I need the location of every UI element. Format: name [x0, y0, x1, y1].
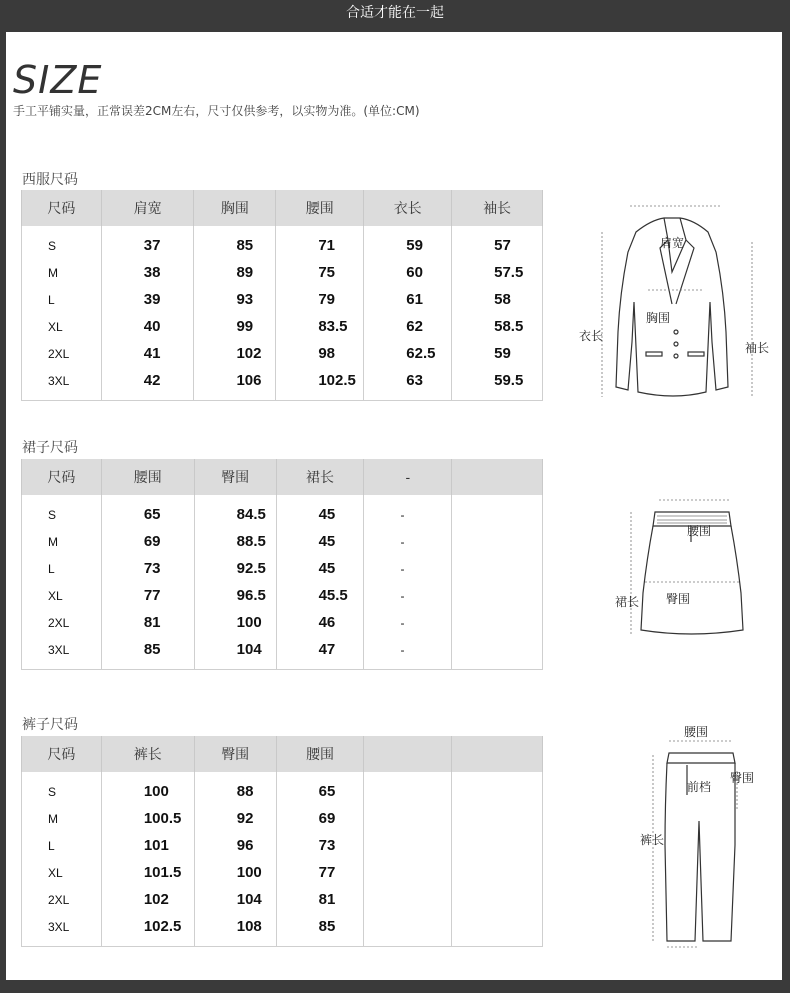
size-heading: SIZE	[13, 58, 103, 102]
skirt-section-title: 裙子尺码	[22, 440, 78, 456]
spacer-cell	[452, 663, 543, 670]
value-cell: 42	[101, 367, 194, 394]
spacer-row	[22, 940, 543, 947]
spacer-cell	[364, 940, 452, 947]
value-cell: 47	[276, 636, 364, 663]
size-cell: L	[22, 555, 102, 582]
column-header: 臀围	[194, 736, 276, 772]
waist-label: 腰围	[684, 725, 709, 739]
table-row	[22, 555, 543, 582]
skirt-size-table	[21, 459, 543, 670]
value-cell: 59	[364, 232, 452, 259]
value-cell: 61	[364, 286, 452, 313]
value-cell	[452, 582, 543, 609]
suit-section-title: 西服尺码	[22, 172, 78, 188]
value-cell: -	[364, 636, 452, 663]
column-header	[452, 736, 543, 772]
size-cell: S	[22, 778, 102, 805]
rise-label: 前档	[687, 780, 712, 794]
suit-diagram	[576, 192, 776, 407]
value-cell: 108	[194, 913, 276, 940]
size-cell: 2XL	[22, 340, 102, 367]
column-header: 尺码	[22, 736, 102, 772]
value-cell: 102	[101, 886, 194, 913]
value-cell	[452, 555, 543, 582]
table-row	[22, 913, 543, 940]
value-cell: 45	[276, 555, 364, 582]
value-cell: 79	[276, 286, 364, 313]
column-header: 尺码	[22, 190, 102, 226]
length-label: 衣长	[579, 329, 604, 343]
value-cell: 75	[276, 259, 364, 286]
value-cell	[364, 859, 452, 886]
value-cell: 73	[101, 555, 194, 582]
spacer-cell	[276, 663, 364, 670]
value-cell: 98	[276, 340, 364, 367]
spacer-cell	[364, 663, 452, 670]
spacer-cell	[101, 394, 194, 401]
value-cell: 71	[276, 232, 364, 259]
skirt-diagram	[611, 488, 761, 643]
value-cell	[364, 913, 452, 940]
size-cell: M	[22, 528, 102, 555]
value-cell: 81	[276, 886, 364, 913]
value-cell: 99	[194, 313, 276, 340]
column-header: 裙长	[276, 459, 364, 495]
value-cell: 100	[194, 609, 276, 636]
value-cell: 102	[194, 340, 276, 367]
pants-size-table	[21, 736, 543, 947]
value-cell: 59.5	[452, 367, 543, 394]
size-cell: 3XL	[22, 913, 102, 940]
size-cell: L	[22, 832, 102, 859]
value-cell	[364, 832, 452, 859]
top-banner: 合适才能在一起	[0, 0, 790, 26]
value-cell: 102.5	[101, 913, 194, 940]
table-row	[22, 805, 543, 832]
value-cell: 92	[194, 805, 276, 832]
value-cell: 85	[276, 913, 364, 940]
value-cell: 57	[452, 232, 543, 259]
value-cell	[364, 805, 452, 832]
column-header: 胸围	[194, 190, 276, 226]
value-cell: 73	[276, 832, 364, 859]
value-cell: 38	[101, 259, 194, 286]
table-row	[22, 340, 543, 367]
value-cell: 85	[101, 636, 194, 663]
value-cell: 92.5	[194, 555, 276, 582]
value-cell: 102.5	[276, 367, 364, 394]
value-cell	[364, 886, 452, 913]
value-cell: 59	[452, 340, 543, 367]
value-cell: 46	[276, 609, 364, 636]
value-cell	[452, 832, 543, 859]
measurement-note: 手工平铺实量，正常误差2CM左右，尺寸仅供参考，以实物为准。(单位:CM)	[13, 104, 420, 118]
hip-label: 臀围	[730, 771, 755, 785]
skirt-illustration	[611, 488, 761, 643]
value-cell: -	[364, 555, 452, 582]
column-header: -	[364, 459, 452, 495]
value-cell: 84.5	[194, 501, 276, 528]
value-cell: -	[364, 609, 452, 636]
size-cell: S	[22, 501, 102, 528]
table-row	[22, 859, 543, 886]
value-cell: 57.5	[452, 259, 543, 286]
value-cell: 93	[194, 286, 276, 313]
size-cell: 3XL	[22, 367, 102, 394]
value-cell: 101	[101, 832, 194, 859]
spacer-cell	[194, 940, 276, 947]
spacer-cell	[22, 394, 102, 401]
value-cell: 88	[194, 778, 276, 805]
value-cell	[452, 886, 543, 913]
value-cell: 45	[276, 528, 364, 555]
column-header: 肩宽	[101, 190, 194, 226]
value-cell: 106	[194, 367, 276, 394]
value-cell: 45.5	[276, 582, 364, 609]
value-cell: 100.5	[101, 805, 194, 832]
value-cell	[452, 528, 543, 555]
spacer-row	[22, 394, 543, 401]
spacer-cell	[194, 394, 276, 401]
size-cell: M	[22, 259, 102, 286]
table-header-row	[22, 190, 543, 226]
value-cell: 96.5	[194, 582, 276, 609]
value-cell: 77	[101, 582, 194, 609]
size-cell: 3XL	[22, 636, 102, 663]
value-cell	[452, 778, 543, 805]
size-cell: L	[22, 286, 102, 313]
table-row	[22, 832, 543, 859]
hip-label: 臀围	[666, 592, 691, 606]
value-cell: 37	[101, 232, 194, 259]
value-cell: 58.5	[452, 313, 543, 340]
value-cell	[452, 501, 543, 528]
table-row	[22, 582, 543, 609]
table-row	[22, 528, 543, 555]
value-cell	[452, 859, 543, 886]
value-cell: 39	[101, 286, 194, 313]
sleeve-label: 袖长	[745, 341, 770, 355]
table-row	[22, 501, 543, 528]
pants-section-title: 裤子尺码	[22, 717, 78, 733]
size-cell: 2XL	[22, 609, 102, 636]
table-row	[22, 886, 543, 913]
value-cell: 101.5	[101, 859, 194, 886]
size-cell: XL	[22, 313, 102, 340]
spacer-cell	[22, 940, 102, 947]
table-row	[22, 259, 543, 286]
table-header-row	[22, 736, 543, 772]
spacer-cell	[364, 394, 452, 401]
column-header	[452, 459, 543, 495]
value-cell: 96	[194, 832, 276, 859]
size-cell: 2XL	[22, 886, 102, 913]
value-cell: 100	[194, 859, 276, 886]
table-row	[22, 313, 543, 340]
value-cell: 69	[276, 805, 364, 832]
value-cell: 62	[364, 313, 452, 340]
table-row	[22, 367, 543, 394]
value-cell: -	[364, 582, 452, 609]
table-row	[22, 778, 543, 805]
column-header: 尺码	[22, 459, 102, 495]
spacer-cell	[101, 663, 194, 670]
jacket-illustration	[576, 192, 776, 407]
column-header: 腰围	[276, 736, 364, 772]
value-cell: -	[364, 528, 452, 555]
value-cell: 62.5	[364, 340, 452, 367]
value-cell: 45	[276, 501, 364, 528]
value-cell	[364, 778, 452, 805]
column-header	[364, 736, 452, 772]
table-row	[22, 232, 543, 259]
spacer-row	[22, 663, 543, 670]
pants-diagram	[631, 725, 771, 957]
size-cell: XL	[22, 582, 102, 609]
value-cell: 58	[452, 286, 543, 313]
table-header-row	[22, 459, 543, 495]
value-cell: -	[364, 501, 452, 528]
value-cell: 77	[276, 859, 364, 886]
value-cell	[452, 913, 543, 940]
value-cell: 104	[194, 636, 276, 663]
value-cell	[452, 609, 543, 636]
size-chart-panel	[6, 32, 782, 980]
column-header: 腰围	[101, 459, 194, 495]
column-header: 裤长	[101, 736, 194, 772]
value-cell: 100	[101, 778, 194, 805]
value-cell: 83.5	[276, 313, 364, 340]
value-cell: 40	[101, 313, 194, 340]
spacer-cell	[22, 663, 102, 670]
value-cell: 89	[194, 259, 276, 286]
table-row	[22, 636, 543, 663]
size-cell: XL	[22, 859, 102, 886]
table-row	[22, 609, 543, 636]
value-cell: 85	[194, 232, 276, 259]
value-cell: 69	[101, 528, 194, 555]
spacer-cell	[452, 394, 543, 401]
value-cell: 104	[194, 886, 276, 913]
value-cell: 81	[101, 609, 194, 636]
value-cell	[452, 805, 543, 832]
spacer-cell	[101, 940, 194, 947]
spacer-cell	[276, 394, 364, 401]
chest-label: 胸围	[646, 311, 671, 325]
spacer-cell	[276, 940, 364, 947]
column-header: 袖长	[452, 190, 543, 226]
column-header: 臀围	[194, 459, 276, 495]
spacer-cell	[452, 940, 543, 947]
value-cell: 60	[364, 259, 452, 286]
length-label: 裙长	[615, 595, 640, 609]
size-cell: S	[22, 232, 102, 259]
size-cell: M	[22, 805, 102, 832]
value-cell: 63	[364, 367, 452, 394]
value-cell: 65	[276, 778, 364, 805]
table-row	[22, 286, 543, 313]
value-cell: 65	[101, 501, 194, 528]
column-header: 腰围	[276, 190, 364, 226]
suit-size-table	[21, 190, 543, 401]
shoulder-label: 肩宽	[660, 236, 685, 250]
value-cell: 41	[101, 340, 194, 367]
value-cell: 88.5	[194, 528, 276, 555]
column-header: 衣长	[364, 190, 452, 226]
waist-label: 腰围	[687, 524, 712, 538]
length-label: 裤长	[640, 833, 665, 847]
spacer-cell	[194, 663, 276, 670]
value-cell	[452, 636, 543, 663]
